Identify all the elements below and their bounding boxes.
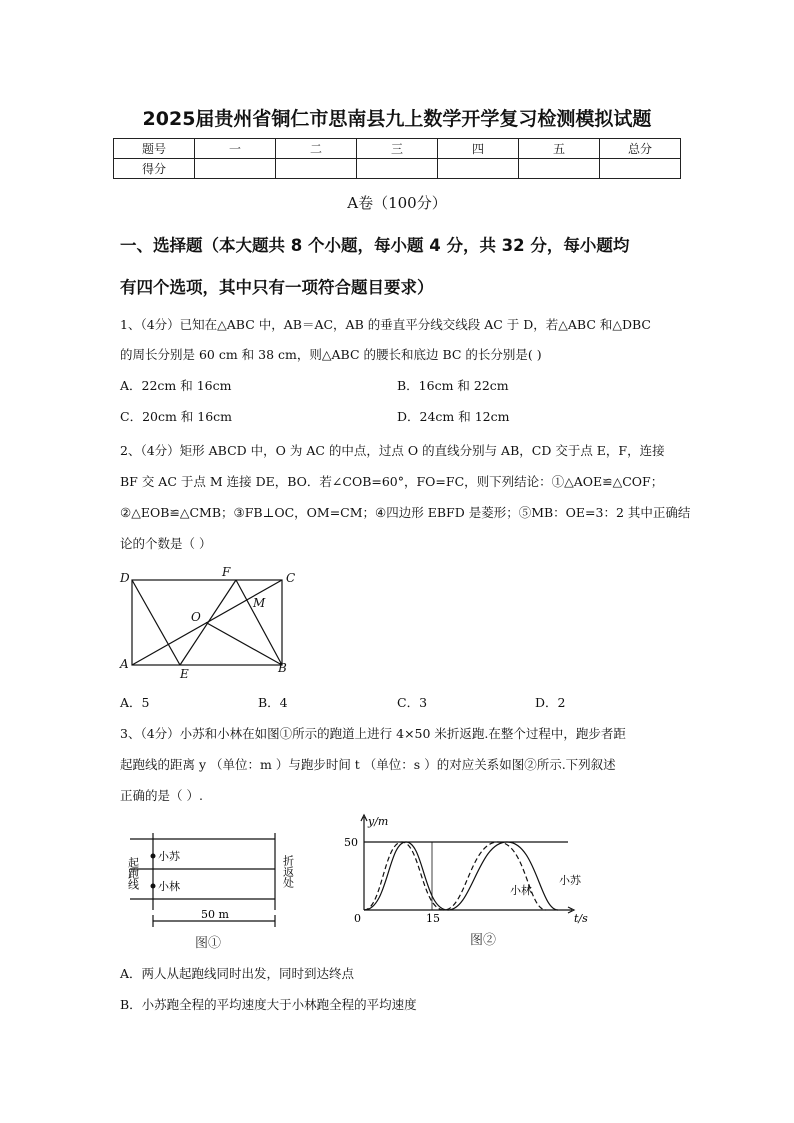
q2-option-c[interactable]: C．3: [397, 695, 428, 710]
q3-text-line3: 正确的是（ ）.: [120, 788, 203, 803]
score-cell[interactable]: [195, 159, 276, 179]
score-cell[interactable]: [357, 159, 438, 179]
score-header-cell: 三: [357, 139, 438, 159]
label-f: F: [222, 565, 231, 579]
segment-de: [132, 580, 180, 665]
track-figure: [125, 825, 325, 950]
score-header-cell: 一: [195, 139, 276, 159]
q1-option-d[interactable]: D．24cm 和 12cm: [397, 409, 510, 424]
distance-label: 50 m: [201, 908, 229, 921]
score-header-cell: 二: [276, 139, 357, 159]
q3-option-b[interactable]: B．小苏跑全程的平均速度大于小林跑全程的平均速度: [120, 997, 417, 1012]
label-b: B: [278, 661, 287, 675]
exam-title: 2025届贵州省铜仁市思南县九上数学开学复习检测模拟试题: [142, 108, 652, 130]
score-header-cell: 五: [519, 139, 600, 159]
section-heading-line2: 有四个选项，其中只有一项符合题目要求）: [120, 278, 434, 297]
rectangle-figure: [112, 565, 312, 685]
label-o: O: [191, 610, 201, 624]
score-table-header-row: [114, 139, 681, 159]
label-a: A: [120, 657, 129, 671]
score-cell[interactable]: [519, 159, 600, 179]
section-heading-line1: 一、选择题（本大题共 8 个小题，每小题 4 分，共 32 分，每小题均: [120, 236, 630, 255]
return-line-label: 折返处: [281, 855, 295, 888]
x-axis-label: t/s: [574, 912, 588, 925]
runner-lin-label: 小林: [158, 880, 180, 893]
score-header-cell: 题号: [114, 139, 195, 159]
volume-title: A卷（100分）: [347, 194, 447, 212]
q1-option-b[interactable]: B．16cm 和 22cm: [397, 378, 509, 393]
score-cell[interactable]: [276, 159, 357, 179]
runner-dot: [151, 884, 156, 889]
x-tick-label: 15: [426, 912, 440, 925]
y-axis-label: y/m: [368, 815, 389, 828]
score-header-cell: 总分: [600, 139, 681, 159]
score-header-cell: 四: [438, 139, 519, 159]
q2-option-d[interactable]: D．2: [535, 695, 566, 710]
segment-ef: [180, 580, 236, 665]
q1-text-line1: 1、（4分）已知在△ABC 中，AB＝AC，AB 的垂直平分线交线段 AC 于 D，若△ABC 和△DBC: [120, 317, 651, 332]
y-tick-label: 50: [344, 836, 358, 849]
q3-text-line1: 3、（4分）小苏和小林在如图①所示的跑道上进行 4×50 米折返跑.在整个过程中，跑步者距: [120, 726, 626, 741]
label-c: C: [286, 571, 296, 585]
start-line-label: 起跑线: [126, 857, 140, 890]
label-d: D: [120, 571, 130, 585]
q1-text-line2: 的周长分别是 60 cm 和 38 cm，则△ABC 的腰长和底边 BC 的长分别是( ): [120, 347, 542, 362]
q2-option-b[interactable]: B．4: [258, 695, 288, 710]
q2-text-line2: BF 交 AC 于点 M 连接 DE，BO．若∠COB=60°，FO=FC，则下列结论：①△AOE≌△COF；: [120, 474, 664, 489]
curve-xiaolin-label: 小林: [510, 884, 532, 897]
runner-dot: [151, 854, 156, 859]
origin-label: 0: [354, 912, 361, 925]
score-cell[interactable]: [438, 159, 519, 179]
curve-xiaosu: [364, 842, 558, 910]
curve-xiaolin: [364, 842, 546, 910]
runner-su-label: 小苏: [158, 850, 180, 863]
q2-option-a[interactable]: A．5: [120, 695, 150, 710]
fig1-caption: 图①: [195, 936, 222, 950]
q3-text-line2: 起跑线的距离 y （单位：m ）与跑步时间 t （单位：s ）的对应关系如图②所示.下列叙述: [120, 757, 616, 772]
score-table: [113, 138, 681, 179]
fig2-caption: 图②: [470, 933, 497, 948]
q2-text-line1: 2、（4分）矩形 ABCD 中，O 为 AC 的中点，过点 O 的直线分别与 AB，CD 交于点 E，F，连接: [120, 443, 665, 458]
score-cell[interactable]: [600, 159, 681, 179]
q2-text-line4: 论的个数是（ ）: [120, 536, 212, 551]
curve-xiaosu-label: 小苏: [559, 874, 581, 887]
q1-option-c[interactable]: C．20cm 和 16cm: [120, 409, 233, 424]
q3-option-a[interactable]: A．两人从起跑线同时出发，同时到达终点: [120, 966, 355, 981]
label-m: M: [253, 596, 266, 610]
score-row-label: 得分: [114, 159, 195, 179]
q1-option-a[interactable]: A．22cm 和 16cm: [120, 378, 232, 393]
label-e: E: [180, 667, 189, 681]
score-table-score-row: [114, 159, 681, 179]
distance-time-graph: [340, 812, 600, 952]
q2-text-line3: ②△EOB≌△CMB；③FB⊥OC，OM=CM；④四边形 EBFD 是菱形；⑤MB：OE=3：2 其中正确结: [120, 505, 691, 520]
